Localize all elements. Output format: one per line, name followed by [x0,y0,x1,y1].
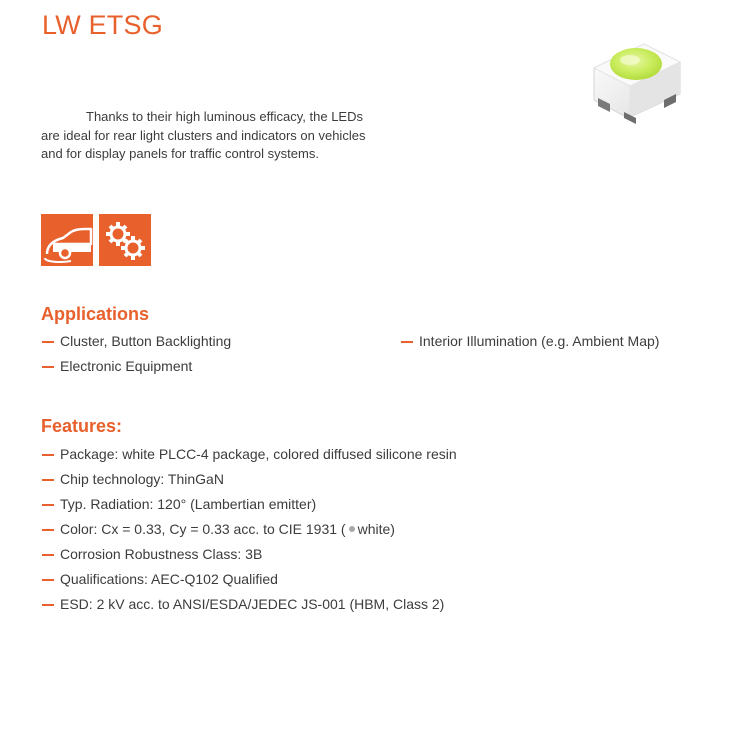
list-item: ESD: 2 kV acc. to ANSI/ESDA/JEDEC JS-001 (HBM, Class 2) [42,596,457,621]
applications-heading: Applications [41,304,150,324]
bullet-dash-icon [42,604,54,606]
bullet-dash-icon [42,579,54,581]
list-item: Color: Cx = 0.33, Cy = 0.33 acc. to CIE 1931 ( white) [42,521,457,546]
list-item: Electronic Equipment [42,358,231,383]
list-item: Typ. Radiation: 120° (Lambertian emitter) [42,496,457,521]
automotive-icon [41,214,93,266]
white-color-dot-icon [349,526,355,532]
bullet-dash-icon [42,341,54,343]
bullet-dash-icon [42,454,54,456]
application-icons [41,214,151,266]
list-item: Corrosion Robustness Class: 3B [42,546,457,571]
applications-list-left [42,333,231,383]
industrial-gears-icon [99,214,151,266]
features-list [42,446,457,621]
list-item: Cluster, Button Backlighting [42,333,231,358]
list-item: Chip technology: ThinGaN [42,471,457,496]
list-item: Qualifications: AEC-Q102 Qualified [42,571,457,596]
bullet-dash-icon [42,554,54,556]
led-product-image [584,20,688,124]
bullet-dash-icon [42,479,54,481]
bullet-dash-icon [42,366,54,368]
intro-text: Thanks to their high luminous efficacy, the LEDs are ideal for rear light clusters and indicators on vehicles and for display panels for traffic control systems. [41,109,366,161]
bullet-dash-icon [42,529,54,531]
page-title: LW ETSG [42,10,163,40]
bullet-dash-icon [42,504,54,506]
applications-list-right [401,333,659,358]
features-heading: Features: [41,416,123,436]
list-item: Interior Illumination (e.g. Ambient Map) [401,333,659,358]
list-item: Package: white PLCC-4 package, colored diffused silicone resin [42,446,457,471]
bullet-dash-icon [401,341,413,343]
